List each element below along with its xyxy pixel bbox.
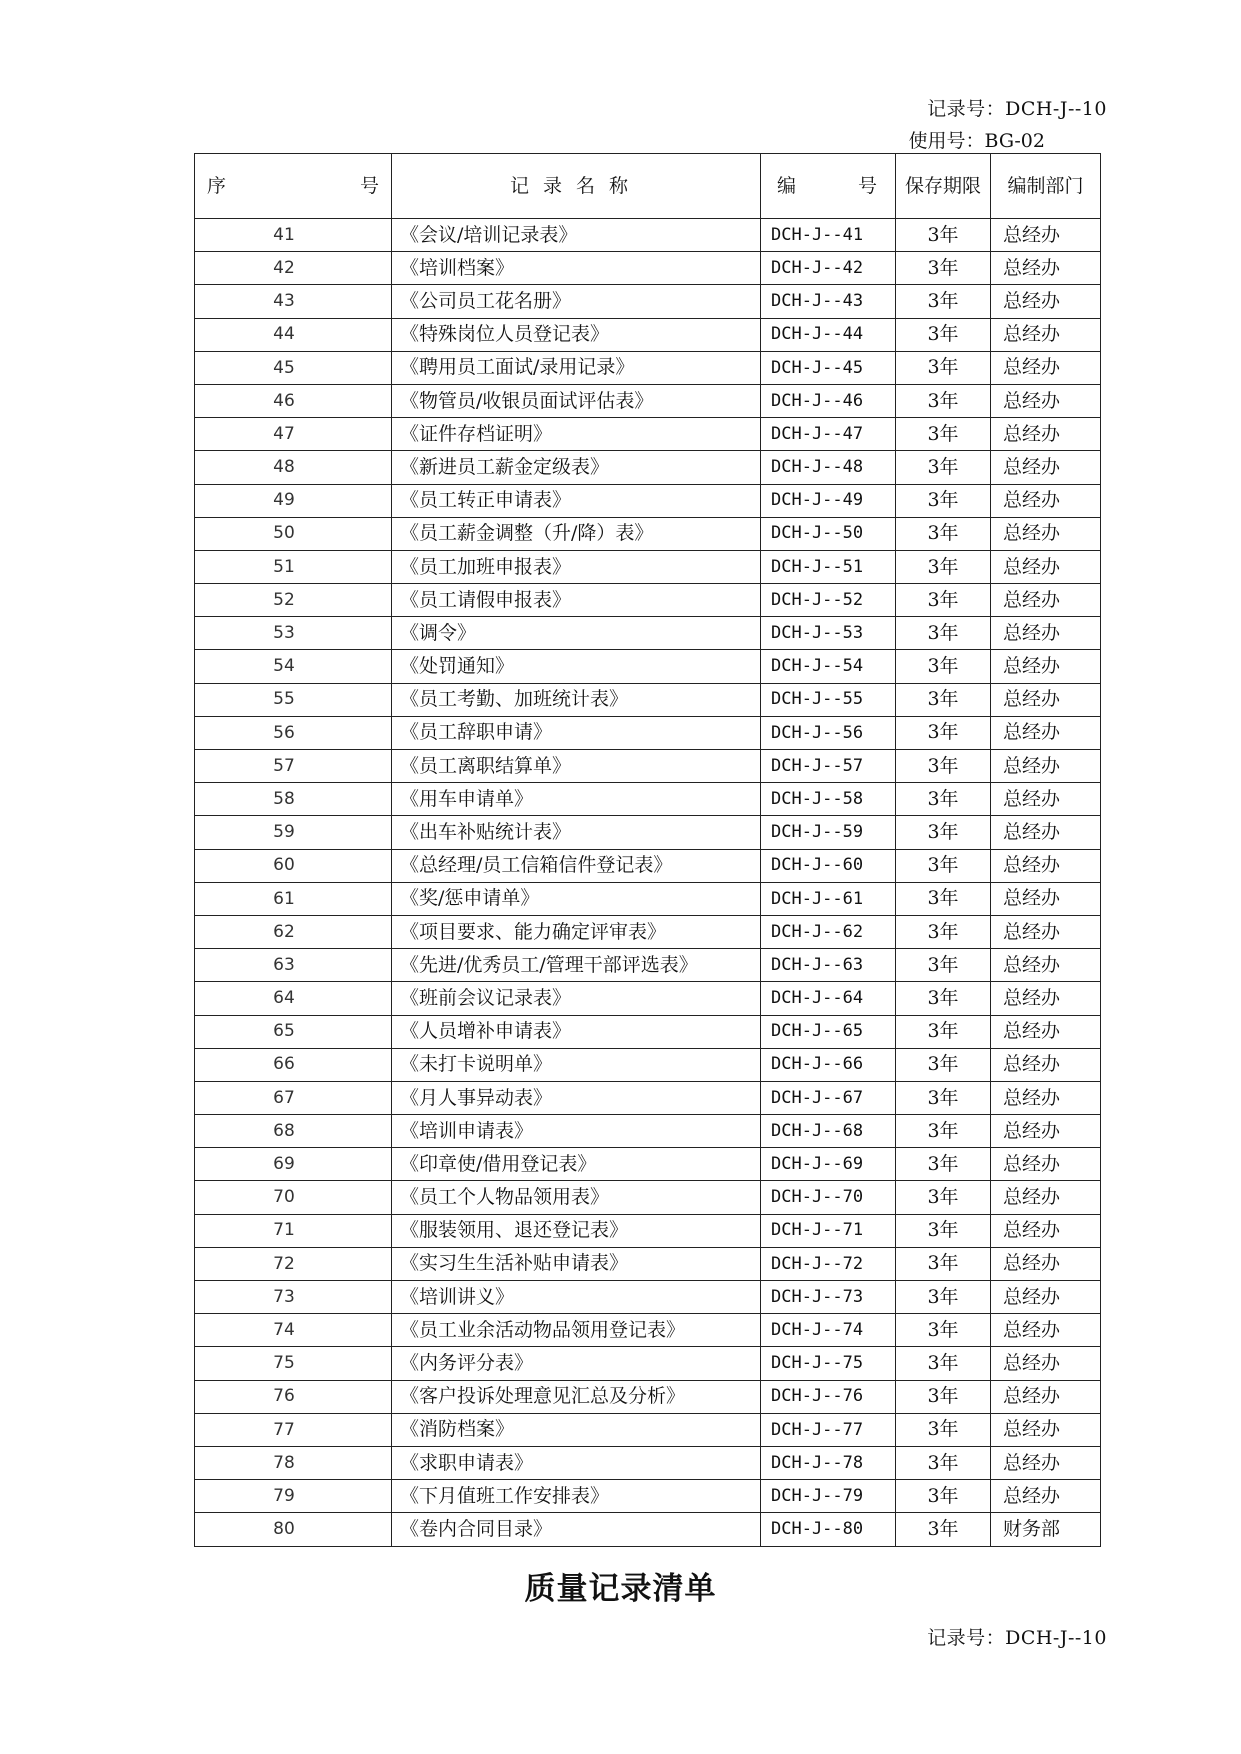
row-department: 总经办 bbox=[991, 584, 1101, 617]
table-row bbox=[195, 1247, 1101, 1280]
row-retention-period: 3年 bbox=[896, 351, 991, 384]
row-department: 总经办 bbox=[991, 1446, 1101, 1479]
table-row bbox=[195, 1380, 1101, 1413]
row-retention-period: 3年 bbox=[896, 484, 991, 517]
row-record-name: 《人员增补申请表》 bbox=[392, 1015, 761, 1048]
row-code: DCH-J--43 bbox=[761, 285, 896, 318]
row-record-name: 《出车补贴统计表》 bbox=[392, 816, 761, 849]
table-row bbox=[195, 982, 1101, 1015]
row-record-name: 《员工考勤、加班统计表》 bbox=[392, 683, 761, 716]
table-row bbox=[195, 550, 1101, 583]
row-record-name: 《员工个人物品领用表》 bbox=[392, 1181, 761, 1214]
row-record-name: 《印章使/借用登记表》 bbox=[392, 1148, 761, 1181]
row-record-name: 《未打卡说明单》 bbox=[392, 1048, 761, 1081]
row-record-name: 《物管员/收银员面试评估表》 bbox=[392, 384, 761, 417]
header-code-right: 号 bbox=[857, 174, 877, 197]
row-record-name: 《员工辞职申请》 bbox=[392, 716, 761, 749]
row-seq: 54 bbox=[195, 650, 392, 683]
row-retention-period: 3年 bbox=[896, 1347, 991, 1380]
table-row bbox=[195, 1015, 1101, 1048]
row-seq: 77 bbox=[195, 1413, 392, 1446]
row-record-name: 《员工薪金调整（升/降）表》 bbox=[392, 517, 761, 550]
row-code: DCH-J--66 bbox=[761, 1048, 896, 1081]
row-code: DCH-J--59 bbox=[761, 816, 896, 849]
table-row bbox=[195, 517, 1101, 550]
row-code: DCH-J--80 bbox=[761, 1513, 896, 1546]
row-seq: 72 bbox=[195, 1247, 392, 1280]
row-department: 总经办 bbox=[991, 1015, 1101, 1048]
header-retention-period: 保存期限 bbox=[896, 154, 991, 219]
row-seq: 66 bbox=[195, 1048, 392, 1081]
row-department: 总经办 bbox=[991, 982, 1101, 1015]
table-row bbox=[195, 716, 1101, 749]
row-department: 总经办 bbox=[991, 252, 1101, 285]
row-code: DCH-J--41 bbox=[761, 219, 896, 252]
row-code: DCH-J--70 bbox=[761, 1181, 896, 1214]
row-record-name: 《实习生生活补贴申请表》 bbox=[392, 1247, 761, 1280]
row-department: 总经办 bbox=[991, 683, 1101, 716]
row-department: 总经办 bbox=[991, 1281, 1101, 1314]
row-department: 总经办 bbox=[991, 1081, 1101, 1114]
row-record-name: 《卷内合同目录》 bbox=[392, 1513, 761, 1546]
table-row bbox=[195, 219, 1101, 252]
row-record-name: 《消防档案》 bbox=[392, 1413, 761, 1446]
row-record-name: 《内务评分表》 bbox=[392, 1347, 761, 1380]
table-row bbox=[195, 1314, 1101, 1347]
table-row bbox=[195, 318, 1101, 351]
table-row bbox=[195, 750, 1101, 783]
row-code: DCH-J--77 bbox=[761, 1413, 896, 1446]
row-record-name: 《调令》 bbox=[392, 617, 761, 650]
row-seq: 79 bbox=[195, 1480, 392, 1513]
row-record-name: 《班前会议记录表》 bbox=[392, 982, 761, 1015]
row-retention-period: 3年 bbox=[896, 517, 991, 550]
row-record-name: 《用车申请单》 bbox=[392, 783, 761, 816]
row-retention-period: 3年 bbox=[896, 1446, 991, 1479]
row-retention-period: 3年 bbox=[896, 285, 991, 318]
table-row bbox=[195, 584, 1101, 617]
row-code: DCH-J--51 bbox=[761, 550, 896, 583]
row-department: 总经办 bbox=[991, 517, 1101, 550]
row-code: DCH-J--57 bbox=[761, 750, 896, 783]
row-retention-period: 3年 bbox=[896, 617, 991, 650]
row-department: 总经办 bbox=[991, 318, 1101, 351]
row-record-name: 《员工离职结算单》 bbox=[392, 750, 761, 783]
row-seq: 49 bbox=[195, 484, 392, 517]
row-record-name: 《处罚通知》 bbox=[392, 650, 761, 683]
table-row bbox=[195, 1115, 1101, 1148]
row-retention-period: 3年 bbox=[896, 1247, 991, 1280]
row-department: 总经办 bbox=[991, 650, 1101, 683]
row-seq: 41 bbox=[195, 219, 392, 252]
header-record-name: 记录名称 bbox=[392, 154, 761, 219]
table-row bbox=[195, 650, 1101, 683]
row-record-name: 《员工转正申请表》 bbox=[392, 484, 761, 517]
table-row bbox=[195, 783, 1101, 816]
row-department: 总经办 bbox=[991, 1413, 1101, 1446]
table-row bbox=[195, 882, 1101, 915]
row-department: 总经办 bbox=[991, 882, 1101, 915]
row-retention-period: 3年 bbox=[896, 683, 991, 716]
record-number-bottom: 记录号：DCH-J--10 bbox=[927, 1627, 1107, 1649]
row-code: DCH-J--49 bbox=[761, 484, 896, 517]
row-department: 总经办 bbox=[991, 915, 1101, 948]
row-retention-period: 3年 bbox=[896, 1148, 991, 1181]
row-code: DCH-J--46 bbox=[761, 384, 896, 417]
row-retention-period: 3年 bbox=[896, 1314, 991, 1347]
row-record-name: 《月人事异动表》 bbox=[392, 1081, 761, 1114]
row-code: DCH-J--73 bbox=[761, 1281, 896, 1314]
row-retention-period: 3年 bbox=[896, 1181, 991, 1214]
row-retention-period: 3年 bbox=[896, 252, 991, 285]
table-row bbox=[195, 915, 1101, 948]
row-retention-period: 3年 bbox=[896, 816, 991, 849]
table-row bbox=[195, 849, 1101, 882]
table-row bbox=[195, 1281, 1101, 1314]
row-record-name: 《奖/惩申请单》 bbox=[392, 882, 761, 915]
row-department: 总经办 bbox=[991, 550, 1101, 583]
row-retention-period: 3年 bbox=[896, 982, 991, 1015]
row-code: DCH-J--44 bbox=[761, 318, 896, 351]
row-seq: 80 bbox=[195, 1513, 392, 1546]
row-department: 总经办 bbox=[991, 418, 1101, 451]
table-row bbox=[195, 1347, 1101, 1380]
row-department: 总经办 bbox=[991, 1115, 1101, 1148]
table-row bbox=[195, 816, 1101, 849]
row-retention-period: 3年 bbox=[896, 1081, 991, 1114]
header-code-left: 编 bbox=[777, 174, 797, 197]
row-department: 总经办 bbox=[991, 949, 1101, 982]
row-department: 总经办 bbox=[991, 750, 1101, 783]
row-code: DCH-J--69 bbox=[761, 1148, 896, 1181]
row-code: DCH-J--62 bbox=[761, 915, 896, 948]
header-code bbox=[761, 154, 896, 219]
row-department: 总经办 bbox=[991, 816, 1101, 849]
row-department: 总经办 bbox=[991, 1148, 1101, 1181]
row-code: DCH-J--61 bbox=[761, 882, 896, 915]
row-code: DCH-J--54 bbox=[761, 650, 896, 683]
row-department: 总经办 bbox=[991, 1380, 1101, 1413]
row-seq: 56 bbox=[195, 716, 392, 749]
row-seq: 58 bbox=[195, 783, 392, 816]
table-row bbox=[195, 617, 1101, 650]
row-department: 总经办 bbox=[991, 451, 1101, 484]
row-retention-period: 3年 bbox=[896, 584, 991, 617]
row-seq: 45 bbox=[195, 351, 392, 384]
header-seq bbox=[195, 154, 392, 219]
header-seq-right: 号 bbox=[359, 174, 379, 197]
table-row bbox=[195, 1480, 1101, 1513]
row-department: 总经办 bbox=[991, 484, 1101, 517]
row-code: DCH-J--78 bbox=[761, 1446, 896, 1479]
row-record-name: 《员工加班申报表》 bbox=[392, 550, 761, 583]
row-retention-period: 3年 bbox=[896, 1380, 991, 1413]
row-retention-period: 3年 bbox=[896, 650, 991, 683]
row-retention-period: 3年 bbox=[896, 1281, 991, 1314]
row-record-name: 《聘用员工面试/录用记录》 bbox=[392, 351, 761, 384]
row-seq: 67 bbox=[195, 1081, 392, 1114]
row-retention-period: 3年 bbox=[896, 1513, 991, 1546]
table-row bbox=[195, 949, 1101, 982]
row-department: 总经办 bbox=[991, 1181, 1101, 1214]
row-record-name: 《项目要求、能力确定评审表》 bbox=[392, 915, 761, 948]
document-title: 质量记录清单 bbox=[524, 1571, 717, 1607]
row-seq: 64 bbox=[195, 982, 392, 1015]
row-record-name: 《培训档案》 bbox=[392, 252, 761, 285]
table-row bbox=[195, 683, 1101, 716]
row-code: DCH-J--52 bbox=[761, 584, 896, 617]
table-row bbox=[195, 418, 1101, 451]
row-seq: 55 bbox=[195, 683, 392, 716]
table-row bbox=[195, 484, 1101, 517]
table-row bbox=[195, 351, 1101, 384]
row-code: DCH-J--67 bbox=[761, 1081, 896, 1114]
row-seq: 69 bbox=[195, 1148, 392, 1181]
row-record-name: 《员工请假申报表》 bbox=[392, 584, 761, 617]
header-department: 编制部门 bbox=[991, 154, 1101, 219]
row-department: 总经办 bbox=[991, 219, 1101, 252]
row-code: DCH-J--72 bbox=[761, 1247, 896, 1280]
row-code: DCH-J--71 bbox=[761, 1214, 896, 1247]
row-record-name: 《员工业余活动物品领用登记表》 bbox=[392, 1314, 761, 1347]
row-retention-period: 3年 bbox=[896, 716, 991, 749]
use-number: 使用号：BG-02 bbox=[908, 130, 1045, 152]
row-record-name: 《先进/优秀员工/管理干部评选表》 bbox=[392, 949, 761, 982]
table-row bbox=[195, 1446, 1101, 1479]
row-department: 总经办 bbox=[991, 1347, 1101, 1380]
row-seq: 57 bbox=[195, 750, 392, 783]
row-record-name: 《服装领用、退还登记表》 bbox=[392, 1214, 761, 1247]
row-seq: 74 bbox=[195, 1314, 392, 1347]
row-seq: 46 bbox=[195, 384, 392, 417]
row-record-name: 《培训申请表》 bbox=[392, 1115, 761, 1148]
row-seq: 63 bbox=[195, 949, 392, 982]
row-retention-period: 3年 bbox=[896, 849, 991, 882]
row-department: 总经办 bbox=[991, 351, 1101, 384]
header-seq-left: 序 bbox=[207, 174, 227, 197]
row-retention-period: 3年 bbox=[896, 219, 991, 252]
row-retention-period: 3年 bbox=[896, 750, 991, 783]
row-code: DCH-J--50 bbox=[761, 517, 896, 550]
row-seq: 47 bbox=[195, 418, 392, 451]
row-seq: 53 bbox=[195, 617, 392, 650]
row-department: 总经办 bbox=[991, 384, 1101, 417]
row-record-name: 《培训讲义》 bbox=[392, 1281, 761, 1314]
row-department: 总经办 bbox=[991, 783, 1101, 816]
row-retention-period: 3年 bbox=[896, 384, 991, 417]
row-code: DCH-J--58 bbox=[761, 783, 896, 816]
row-retention-period: 3年 bbox=[896, 949, 991, 982]
table-row bbox=[195, 1148, 1101, 1181]
row-code: DCH-J--79 bbox=[761, 1480, 896, 1513]
row-department: 总经办 bbox=[991, 285, 1101, 318]
row-department: 总经办 bbox=[991, 617, 1101, 650]
row-code: DCH-J--76 bbox=[761, 1380, 896, 1413]
row-seq: 78 bbox=[195, 1446, 392, 1479]
row-record-name: 《特殊岗位人员登记表》 bbox=[392, 318, 761, 351]
row-department: 总经办 bbox=[991, 849, 1101, 882]
row-retention-period: 3年 bbox=[896, 1115, 991, 1148]
row-record-name: 《新进员工薪金定级表》 bbox=[392, 451, 761, 484]
row-retention-period: 3年 bbox=[896, 318, 991, 351]
row-seq: 43 bbox=[195, 285, 392, 318]
row-code: DCH-J--65 bbox=[761, 1015, 896, 1048]
table-row bbox=[195, 1513, 1101, 1546]
table-row bbox=[195, 285, 1101, 318]
row-department: 总经办 bbox=[991, 716, 1101, 749]
row-seq: 62 bbox=[195, 915, 392, 948]
row-record-name: 《总经理/员工信箱信件登记表》 bbox=[392, 849, 761, 882]
table-row bbox=[195, 1214, 1101, 1247]
row-seq: 48 bbox=[195, 451, 392, 484]
row-code: DCH-J--53 bbox=[761, 617, 896, 650]
row-seq: 59 bbox=[195, 816, 392, 849]
row-seq: 42 bbox=[195, 252, 392, 285]
row-department: 总经办 bbox=[991, 1314, 1101, 1347]
row-seq: 44 bbox=[195, 318, 392, 351]
row-seq: 68 bbox=[195, 1115, 392, 1148]
row-code: DCH-J--45 bbox=[761, 351, 896, 384]
row-retention-period: 3年 bbox=[896, 1048, 991, 1081]
table-row bbox=[195, 384, 1101, 417]
row-seq: 51 bbox=[195, 550, 392, 583]
row-seq: 61 bbox=[195, 882, 392, 915]
table-row bbox=[195, 1413, 1101, 1446]
row-retention-period: 3年 bbox=[896, 915, 991, 948]
row-retention-period: 3年 bbox=[896, 1413, 991, 1446]
row-retention-period: 3年 bbox=[896, 783, 991, 816]
row-department: 总经办 bbox=[991, 1247, 1101, 1280]
row-code: DCH-J--56 bbox=[761, 716, 896, 749]
row-seq: 60 bbox=[195, 849, 392, 882]
row-seq: 71 bbox=[195, 1214, 392, 1247]
row-record-name: 《下月值班工作安排表》 bbox=[392, 1480, 761, 1513]
row-retention-period: 3年 bbox=[896, 451, 991, 484]
row-code: DCH-J--60 bbox=[761, 849, 896, 882]
row-code: DCH-J--63 bbox=[761, 949, 896, 982]
row-department: 总经办 bbox=[991, 1480, 1101, 1513]
row-code: DCH-J--75 bbox=[761, 1347, 896, 1380]
table-header-row bbox=[195, 154, 1101, 219]
table-row bbox=[195, 1048, 1101, 1081]
row-department: 总经办 bbox=[991, 1214, 1101, 1247]
row-code: DCH-J--42 bbox=[761, 252, 896, 285]
row-record-name: 《公司员工花名册》 bbox=[392, 285, 761, 318]
row-record-name: 《证件存档证明》 bbox=[392, 418, 761, 451]
row-retention-period: 3年 bbox=[896, 882, 991, 915]
row-seq: 65 bbox=[195, 1015, 392, 1048]
row-code: DCH-J--48 bbox=[761, 451, 896, 484]
row-retention-period: 3年 bbox=[896, 418, 991, 451]
row-retention-period: 3年 bbox=[896, 1214, 991, 1247]
quality-records-table bbox=[194, 153, 1101, 1547]
row-department: 总经办 bbox=[991, 1048, 1101, 1081]
row-record-name: 《求职申请表》 bbox=[392, 1446, 761, 1479]
row-seq: 76 bbox=[195, 1380, 392, 1413]
row-retention-period: 3年 bbox=[896, 1015, 991, 1048]
table-row bbox=[195, 1081, 1101, 1114]
row-record-name: 《会议/培训记录表》 bbox=[392, 219, 761, 252]
row-retention-period: 3年 bbox=[896, 1480, 991, 1513]
row-code: DCH-J--47 bbox=[761, 418, 896, 451]
row-retention-period: 3年 bbox=[896, 550, 991, 583]
table-row bbox=[195, 1181, 1101, 1214]
row-code: DCH-J--55 bbox=[761, 683, 896, 716]
record-number-top: 记录号：DCH-J--10 bbox=[927, 98, 1107, 120]
row-seq: 50 bbox=[195, 517, 392, 550]
row-seq: 75 bbox=[195, 1347, 392, 1380]
table-row bbox=[195, 252, 1101, 285]
row-seq: 73 bbox=[195, 1281, 392, 1314]
row-seq: 52 bbox=[195, 584, 392, 617]
row-code: DCH-J--74 bbox=[761, 1314, 896, 1347]
row-code: DCH-J--64 bbox=[761, 982, 896, 1015]
row-code: DCH-J--68 bbox=[761, 1115, 896, 1148]
row-record-name: 《客户投诉处理意见汇总及分析》 bbox=[392, 1380, 761, 1413]
table-row bbox=[195, 451, 1101, 484]
row-seq: 70 bbox=[195, 1181, 392, 1214]
row-department: 财务部 bbox=[991, 1513, 1101, 1546]
